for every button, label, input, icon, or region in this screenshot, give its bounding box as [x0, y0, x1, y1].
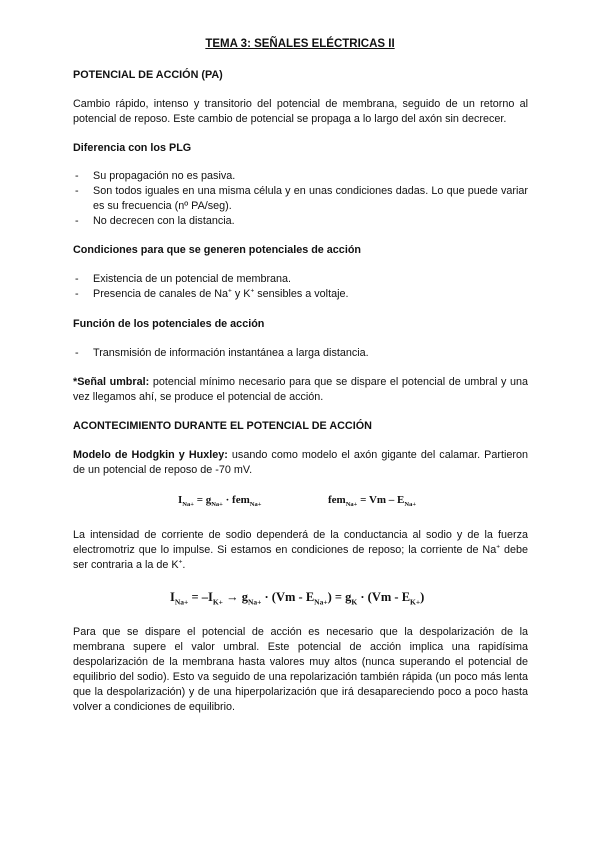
diff-list-item: - Son todos iguales en una misma célula y en unas condiciones dadas. Lo que puede variar es su frecuencia (nº PA/seg).: [75, 185, 528, 212]
diff-list-item: - No decrecen con la distancia.: [75, 215, 235, 227]
umbral-label: *Señal umbral:: [73, 376, 150, 388]
hodgkin-huxley-paragraph: Modelo de Hodgkin y Huxley: usando como modelo el axón gigante del calamar. Partieron de un potencial de reposo de -70 mV.: [73, 449, 528, 476]
hodgkin-huxley-label: Modelo de Hodgkin y Huxley:: [73, 449, 228, 461]
function-list-item: - Transmisión de información instantánea a larga distancia.: [75, 347, 369, 359]
bullet-dash: -: [75, 347, 79, 359]
bullet-dash: -: [75, 273, 79, 285]
bullet-dash: -: [75, 215, 79, 227]
bullet-dash: -: [75, 170, 79, 182]
section-heading-pa: POTENCIAL DE ACCIÓN (PA): [73, 69, 223, 81]
umbral-paragraph: *Señal umbral: potencial mínimo necesario para que se dispare el potencial de umbral y una vez llegamos ahí, se produce el potencial de acción.: [73, 376, 528, 403]
section-heading-acontecimiento: ACONTECIMIENTO DURANTE EL POTENCIAL DE ACCIÓN: [73, 420, 372, 432]
bullet-dash: -: [75, 185, 79, 197]
page-title: TEMA 3: SEÑALES ELÉCTRICAS II: [205, 38, 395, 50]
equation-electromotive-force: $fem_{Na+} = Vm - E_{Na+}$: [328, 494, 417, 509]
conditions-list-item: - Presencia de canales de Na+ y K+ sensibles a voltaje.: [75, 287, 349, 300]
equation-sodium-current: $I_{Na+} = g_{Na+} \cdot fem_{Na+}$: [178, 494, 262, 509]
pa-definition-paragraph: Cambio rápido, intenso y transitorio del potencial de membrana, seguido de un retorno al potencial de reposo. Este cambio de potencial se propaga a lo largo del axón sin decrecer.: [73, 98, 528, 125]
diff-list-item: - Su propagación no es pasiva.: [75, 170, 236, 182]
conditions-heading: Condiciones para que se generen potenciales de acción: [73, 244, 362, 256]
arrow-icon: →: [222, 590, 242, 604]
diff-heading: Diferencia con los PLG: [73, 142, 192, 154]
bullet-dash: -: [75, 288, 79, 300]
intensity-paragraph: La intensidad de corriente de sodio dependerá de la conductancia al sodio y de la fuerza electromotriz que lo impulse. Si estamos en condiciones de reposo; la corriente de Na+ debe ser contraria a la de K+.: [73, 529, 528, 571]
function-heading: Función de los potenciales de acción: [73, 318, 265, 330]
action-potential-paragraph: Para que se dispare el potencial de acción es necesario que la despolarización de la membrana supere el valor umbral. Este potencial de acción implica una rapidísima despolarización de la membrana hasta valores muy altos (nunca superando el potencial de equilibrio del sodio). Esto va seguido de una repolarización también rápida (un poco más lenta que la despolarización) y de una hiperpolarización que irá desapareciendo poco a poco hasta volver a condiciones de equilibrio.: [73, 626, 528, 713]
equation-current-balance: $I_{Na+} = -I_{K+} \to g_{Na+} \cdot (Vm - E_{Na+}) = g_K \cdot (Vm - E_{K+})$: [170, 590, 425, 607]
conditions-list-item: - Existencia de un potencial de membrana.: [75, 273, 292, 285]
